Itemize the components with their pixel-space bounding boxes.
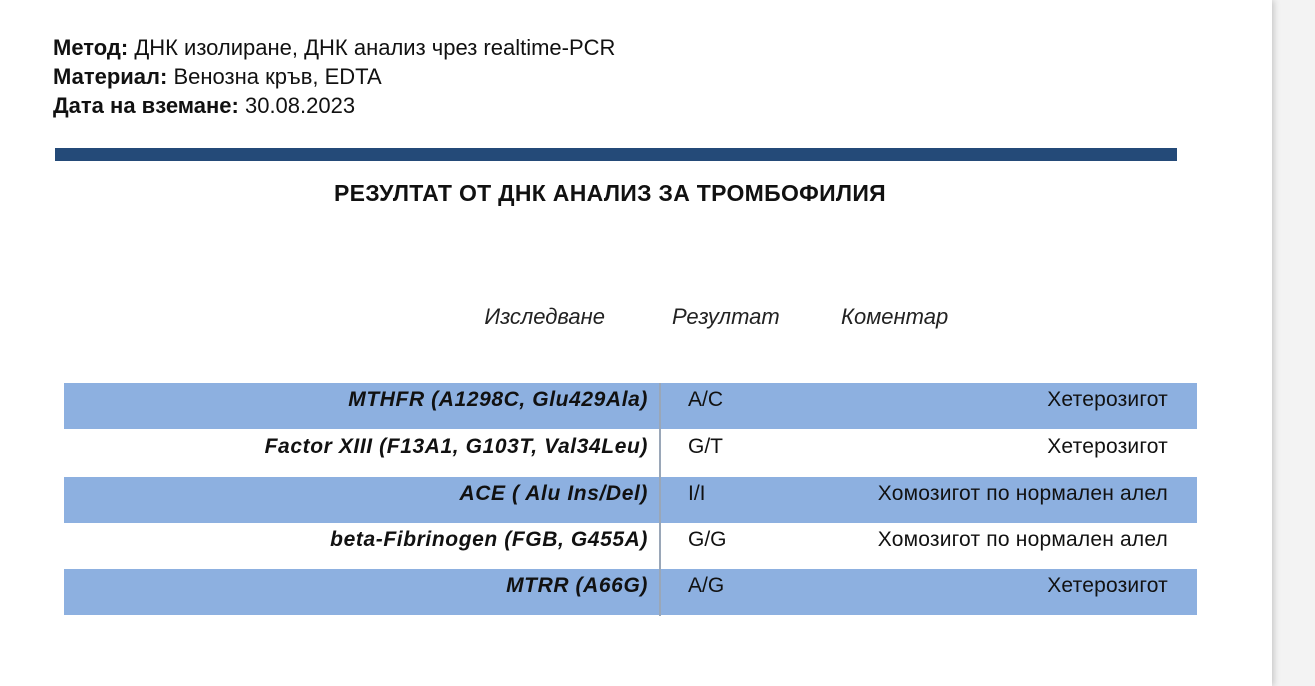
table-row bbox=[64, 430, 1197, 476]
test-comment: Хомозигот по нормален алел bbox=[877, 528, 1168, 551]
date-label: Дата на вземане: bbox=[53, 93, 239, 118]
date-line bbox=[53, 91, 355, 120]
test-comment: Хетерозигот bbox=[1047, 574, 1168, 597]
header-result: Резултат bbox=[672, 304, 780, 329]
header-comment: Коментар bbox=[841, 304, 949, 329]
test-name: MTRR (A66G) bbox=[506, 574, 648, 597]
date-value: 30.08.2023 bbox=[238, 93, 356, 118]
report-title: РЕЗУЛТАТ ОТ ДНК АНАЛИЗ ЗА ТРОМБОФИЛИЯ bbox=[333, 180, 887, 206]
material-line bbox=[53, 62, 382, 91]
method-value: ДНК изолиране, ДНК анализ чрез realtime-PCR bbox=[128, 35, 616, 60]
test-comment: Хетерозигот bbox=[1047, 388, 1168, 411]
test-comment: Хомозигот по нормален алел bbox=[877, 482, 1168, 505]
table-row bbox=[64, 523, 1197, 569]
test-name: MTHFR (A1298C, Glu429Ala) bbox=[348, 388, 648, 411]
method-line bbox=[53, 33, 615, 62]
material-label: Материал: bbox=[53, 64, 168, 89]
table-row bbox=[64, 477, 1197, 523]
material-value: Венозна кръв, EDTA bbox=[167, 64, 382, 89]
table-row bbox=[64, 383, 1197, 429]
test-result: I/I bbox=[688, 482, 706, 505]
test-result: A/G bbox=[688, 574, 725, 597]
table-row bbox=[64, 569, 1197, 615]
test-name: ACE ( Alu Ins/Del) bbox=[459, 482, 648, 505]
method-label: Метод: bbox=[53, 35, 129, 60]
test-result: G/T bbox=[688, 435, 723, 458]
test-result: G/G bbox=[688, 528, 727, 551]
test-result: A/C bbox=[688, 388, 724, 411]
header-test: Изследване bbox=[484, 304, 605, 329]
column-divider bbox=[659, 383, 661, 616]
test-name: beta-Fibrinogen (FGB, G455A) bbox=[330, 528, 648, 551]
section-divider bbox=[55, 148, 1177, 161]
test-name: Factor XIII (F13A1, G103T, Val34Leu) bbox=[264, 435, 648, 458]
test-comment: Хетерозигот bbox=[1047, 435, 1168, 458]
